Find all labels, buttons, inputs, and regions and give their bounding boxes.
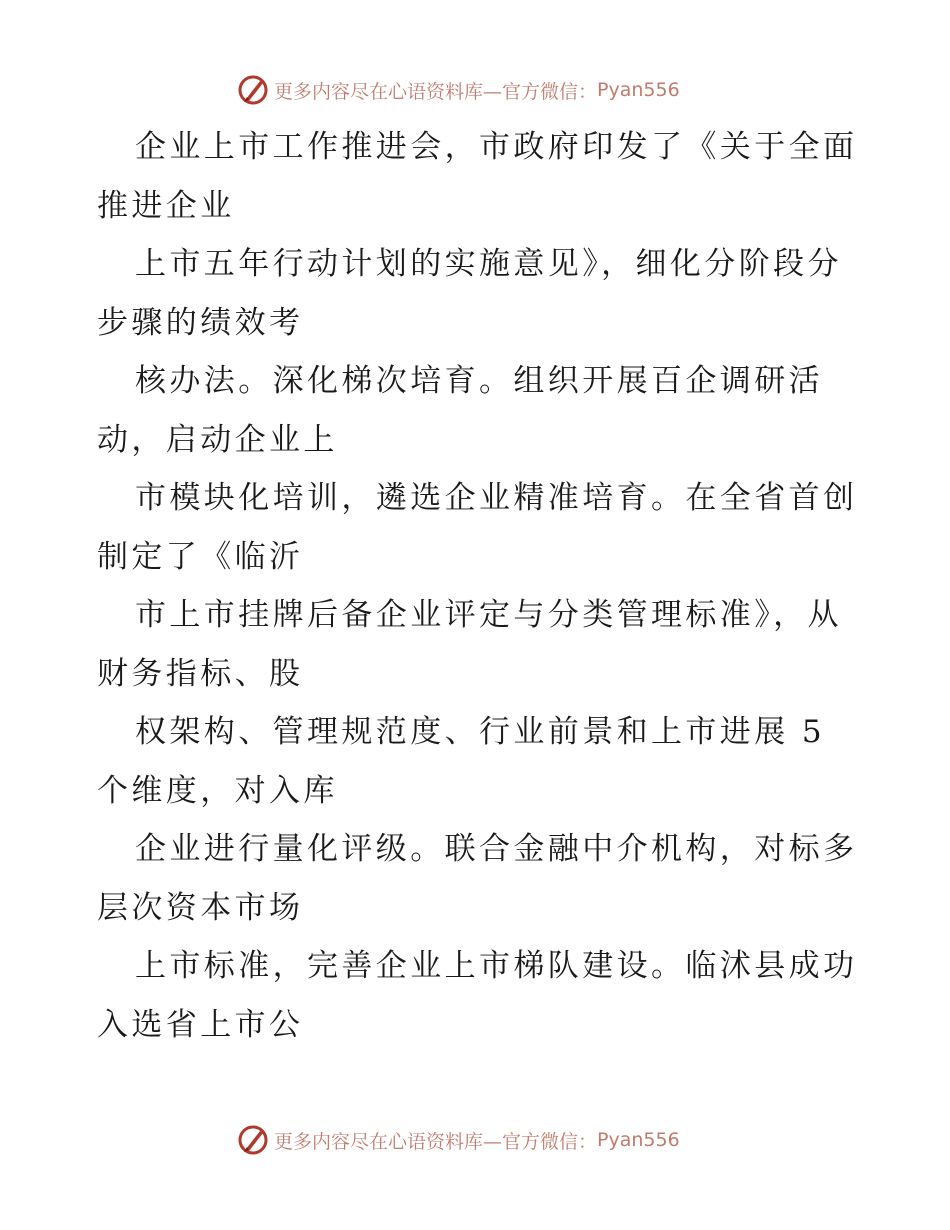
body-line: 入选省上市公 [97, 1006, 304, 1043]
document-body [97, 118, 857, 1054]
footer-banner-text: 更多内容尽在心语资料库—官方微信： [274, 1130, 598, 1153]
body-line: 上市五年行动计划的实施意见》，细化分阶段分 [135, 246, 842, 282]
quill-logo-icon [236, 73, 270, 107]
footer-banner-brand: Pyan556 [597, 1129, 680, 1151]
body-line: 层次资本市场 [97, 889, 304, 926]
body-line: 步骤的绩效考 [97, 304, 304, 341]
header-banner-brand: Pyan556 [597, 79, 680, 101]
header-banner [236, 72, 680, 108]
body-line: 个维度，对入库 [97, 772, 338, 809]
body-line: 财务指标、股 [97, 655, 304, 692]
body-line: 权架构、管理规范度、行业前景和上市进展 5 [135, 714, 825, 750]
body-line: 企业上市工作推进会，市政府印发了《关于全面 [135, 129, 858, 165]
body-line: 核办法。深化梯次培育。组织开展百企调研活 [135, 363, 823, 399]
body-line: 推进企业 [97, 187, 235, 224]
body-line: 制定了《临沂 [97, 538, 304, 575]
header-banner-text: 更多内容尽在心语资料库—官方微信： [274, 80, 598, 103]
body-line: 市上市挂牌后备企业评定与分类管理标准》，从 [135, 597, 842, 633]
body-line: 市模块化培训，遴选企业精准培育。在全省首创 [135, 480, 858, 516]
footer-banner [236, 1122, 680, 1158]
body-line: 企业进行量化评级。联合金融中介机构，对标多 [135, 831, 858, 867]
quill-logo-icon [236, 1123, 270, 1157]
body-line: 上市标准，完善企业上市梯队建设。临沭县成功 [135, 948, 858, 984]
body-line: 动，启动企业上 [97, 421, 338, 458]
